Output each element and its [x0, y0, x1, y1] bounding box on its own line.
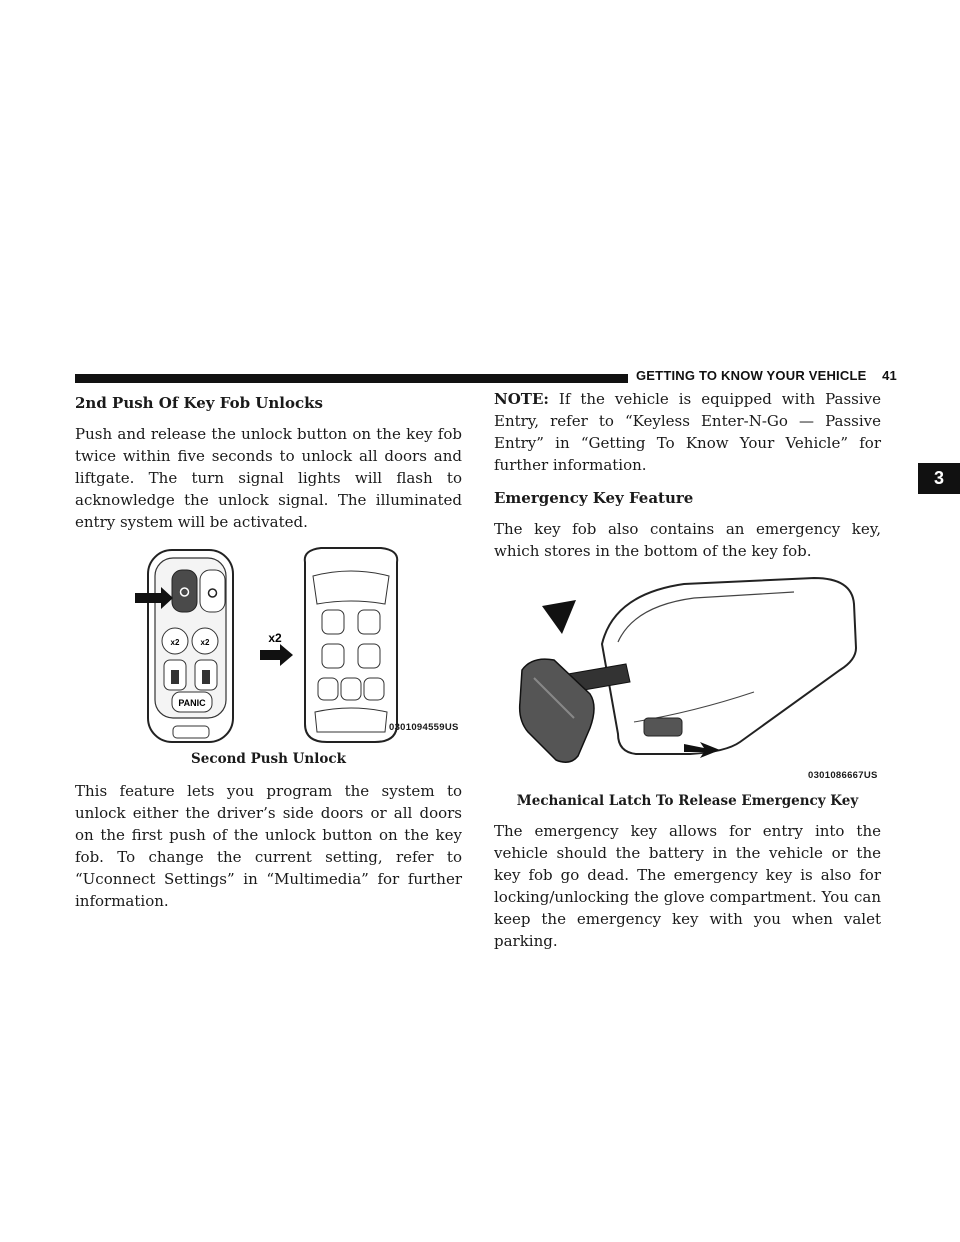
page-number: 41 — [882, 368, 897, 383]
section-heading-second-push: 2nd Push Of Key Fob Unlocks — [75, 394, 323, 412]
paragraph-emergency-use: The emergency key allows for entry into the vehicle should the battery in the vehicle or the key fob go dead. The emergency key is also for locking/unlocking the glove compartment. You can keep the emergency key with you when valet parking. — [494, 822, 881, 950]
direction-arrow-icon — [542, 600, 576, 634]
running-header — [636, 368, 897, 383]
figure-emergency-key — [494, 572, 881, 788]
note-label: NOTE: — [494, 390, 549, 408]
paragraph-program-feature: This feature lets you program the system to unlock either the driver’s side doors or all doors on the first push of the unlock button on the key fob. To change the current setting, refer to “Uconnect Settings” in “Multimedia” for further information. — [75, 782, 462, 910]
section-heading-emergency-key: Emergency Key Feature — [494, 489, 694, 507]
svg-text:PANIC: PANIC — [178, 698, 206, 708]
svg-text:x2: x2 — [200, 638, 210, 647]
arrow-right-icon — [260, 644, 293, 666]
header-rule — [75, 374, 628, 383]
note-paragraph — [494, 388, 881, 476]
svg-text:x2: x2 — [170, 638, 180, 647]
chapter-tab — [918, 463, 960, 494]
note-text: If the vehicle is equipped with Passive Entry, refer to “Keyless Enter-N-Go — Passive Entry” in “Getting To Know Your Vehicle” for further information. — [494, 390, 881, 474]
right-column — [494, 388, 881, 952]
chapter-number: 3 — [933, 468, 944, 488]
figure-caption: Mechanical Latch To Release Emergency Key — [516, 793, 859, 809]
paragraph-emergency-intro: The key fob also contains an emergency key, which stores in the bottom of the key fob. — [494, 520, 881, 560]
figure-second-push-unlock — [75, 546, 462, 746]
left-column — [75, 388, 462, 912]
emergency-key-illustration — [494, 572, 881, 788]
key-fob-illustration — [75, 546, 462, 746]
svg-text:x2: x2 — [268, 631, 282, 645]
figure-code: 0301086667US — [808, 770, 878, 781]
section-title: GETTING TO KNOW YOUR VEHICLE — [636, 368, 867, 383]
figure-caption: Second Push Unlock — [191, 751, 346, 767]
paragraph-second-push: Push and release the unlock button on the key fob twice within five seconds to unlock all doors and liftgate. The turn signal lights will flash to acknowledge the unlock signal. The illuminated entry system will be activated. — [75, 425, 462, 531]
figure-code: 0301094559US — [389, 722, 459, 733]
